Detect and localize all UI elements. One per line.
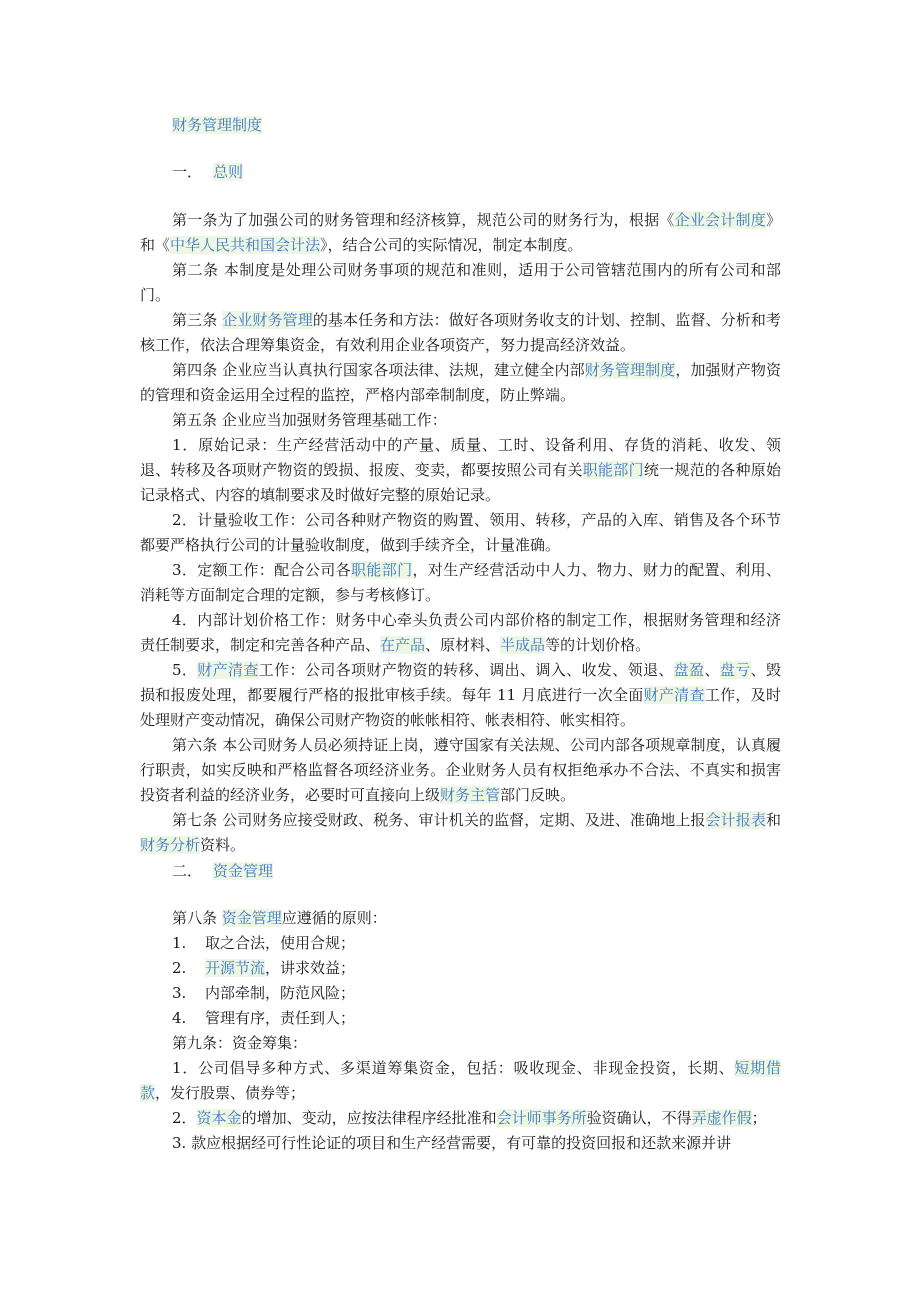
keyword-link[interactable]: 弄虚作假 (691, 1109, 752, 1127)
section-general-body (140, 208, 781, 858)
section-title[interactable]: 总则 (213, 163, 244, 181)
article-5-item-4: 4．内部计划价格工作：财务中心牵头负责公司内部价格的制定工作，根据财务管理和经济责任制要求，制定和完善各种产品、在产品、原材料、半成品等的计划价格。 (140, 611, 781, 654)
article-2: 第二条 本制度是处理公司财务事项的规范和准则，适用于公司管辖范围内的所有公司和部门。 (140, 261, 781, 304)
keyword-link[interactable]: 会计师事务所 (496, 1109, 587, 1127)
section-heading-general (172, 160, 243, 185)
section-number: 二． (172, 862, 203, 880)
keyword-link[interactable]: 企业财务管理 (222, 311, 313, 329)
keyword-link[interactable]: 财务管理制度 (584, 361, 676, 379)
article-9-item-2: 2．资本金的增加、变动，应按法律程序经批准和会计师事务所验资确认，不得弄虚作假； (172, 1109, 767, 1127)
document-title[interactable]: 财务管理制度 (172, 116, 263, 134)
section-heading-funds (172, 859, 273, 884)
keyword-link[interactable]: 资本金 (196, 1109, 242, 1127)
keyword-link[interactable]: 财务主管 (440, 786, 501, 804)
keyword-link[interactable]: 盘亏 (719, 661, 751, 679)
article-9-item-3: 3. 款应根据经可行性论证的项目和生产经营需要，有可靠的投资回报和还款来源并讲 (172, 1134, 732, 1152)
article-5-item-2: 2．计量验收工作：公司各种财产物资的购置、领用、转移，产品的入库、销售及各个环节都要严格执行公司的计量验收制度，做到手续齐全，计量准确。 (140, 511, 781, 554)
document-title-line (172, 113, 262, 138)
article-8: 第八条 资金管理应遵循的原则： (172, 909, 387, 927)
section-funds-body (140, 906, 781, 1156)
principle-item-4: 4. 管理有序，责任到人； (172, 1009, 356, 1027)
article-5-item-1: 1．原始记录：生产经营活动中的产量、质量、工时、设备利用、存货的消耗、收发、领退、转移及各项财产物资的毁损、报废、变卖，都要按照公司有关职能部门统一规范的各种原始记录格式、内容的填制要求及时做好完整的原始记录。 (140, 436, 781, 504)
principle-item-3: 3. 内部牵制，防范风险； (172, 984, 356, 1002)
keyword-link[interactable]: 财产清查 (643, 686, 705, 704)
keyword-link[interactable]: 开源节流 (205, 959, 266, 977)
article-9: 第九条：资金筹集： (172, 1034, 308, 1052)
principle-item-1: 1. 取之合法，使用合规； (172, 934, 356, 952)
article-5-item-5: 5．财产清查工作：公司各项财产物资的转移、调出、调入、收发、领退、盘盈、盘亏、毁损和报废处理，都要履行严格的报批审核手续。每年 11 月底进行一次全面财产清查工作，及时处理财产变动情况，确保公司财产物资的帐帐相符、帐表相符、帐实相符。 (140, 661, 781, 729)
article-9-item-1: 1．公司倡导多种方式、多渠道筹集资金，包括：吸收现金、非现金投资，长期、短期借款，发行股票、债券等； (140, 1059, 781, 1102)
keyword-link[interactable]: 半成品 (500, 636, 546, 654)
keyword-link[interactable]: 中华人民共和国会计法 (170, 236, 321, 254)
article-6: 第六条 本公司财务人员必须持证上岗，遵守国家有关法规、公司内部各项规章制度，认真履行职责，如实反映和严格监督各项经济业务。企业财务人员有权拒绝承办不合法、不真实和损害投资者利益的经济业务，必要时可直接向上级财务主管部门反映。 (140, 736, 781, 804)
keyword-link[interactable]: 财产清查 (197, 661, 259, 679)
keyword-link[interactable]: 盘盈 (673, 661, 705, 679)
keyword-link[interactable]: 会计报表 (705, 811, 766, 829)
section-title[interactable]: 资金管理 (213, 862, 274, 880)
keyword-link[interactable]: 财务分析 (140, 836, 201, 854)
article-1: 第一条为了加强公司的财务管理和经济核算，规范公司的财务行为，根据《企业会计制度》和《中华人民共和国会计法》，结合公司的实际情况，制定本制度。 (140, 211, 781, 254)
keyword-link[interactable]: 职能部门 (350, 561, 413, 579)
keyword-link[interactable]: 在产品 (380, 636, 426, 654)
section-number: 一． (172, 163, 203, 181)
article-7: 第七条 公司财务应接受财政、税务、审计机关的监督，定期、及进、准确地上报会计报表和财务分析资料。 (140, 811, 781, 854)
keyword-link[interactable]: 企业会计制度 (674, 211, 766, 229)
principle-item-2: 2. 开源节流，讲求效益； (172, 959, 356, 977)
article-5: 第五条 企业应当加强财务管理基础工作： (172, 411, 447, 429)
keyword-link[interactable]: 职能部门 (582, 461, 644, 479)
article-4: 第四条 企业应当认真执行国家各项法律、法规，建立健全内部财务管理制度，加强财产物资的管理和资金运用全过程的监控，严格内部牵制制度，防止弊端。 (140, 361, 781, 404)
keyword-link[interactable]: 资金管理 (221, 909, 282, 927)
article-3: 第三条 企业财务管理的基本任务和方法：做好各项财务收支的计划、控制、监督、分析和考核工作，依法合理筹集资金，有效利用企业各项资产，努力提高经济效益。 (140, 311, 781, 354)
article-5-item-3: 3．定额工作：配合公司各职能部门，对生产经营活动中人力、物力、财力的配置、利用、消耗等方面制定合理的定额，参与考核修订。 (140, 561, 781, 604)
keyword-link[interactable]: 短期借款 (140, 1059, 781, 1102)
